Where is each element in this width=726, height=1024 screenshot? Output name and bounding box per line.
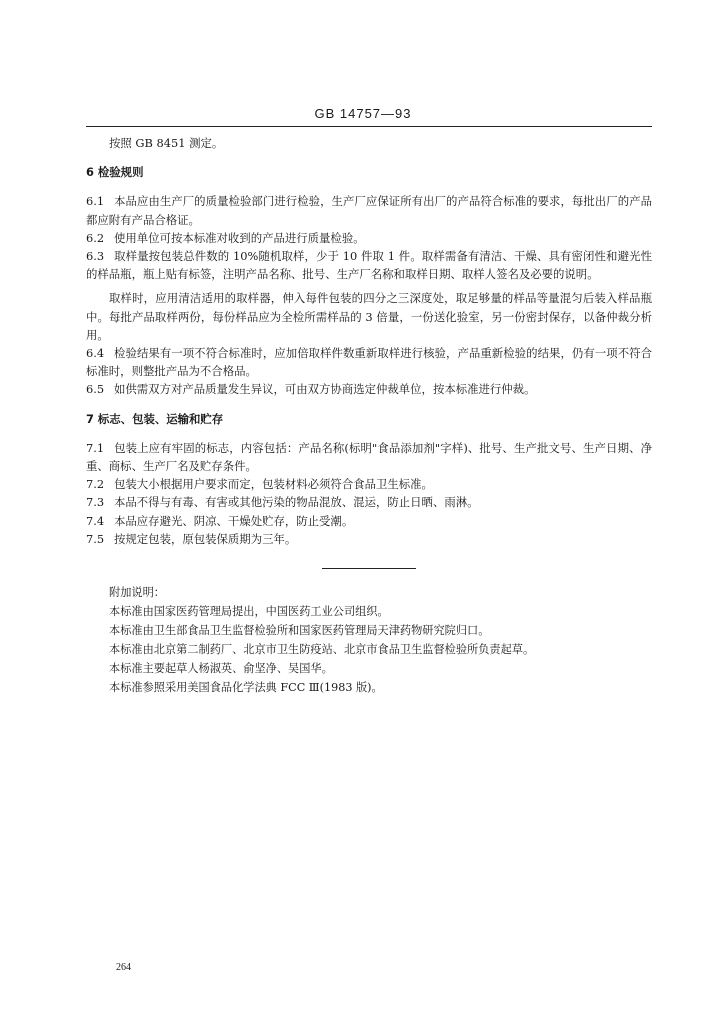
clause-text: 包装大小根据用户要求而定，包装材料必须符合食品卫生标准。 xyxy=(114,477,433,492)
additional-notes xyxy=(109,583,652,697)
clause-6-2 xyxy=(86,229,652,247)
clause-text: 如供需双方对产品质量发生异议，可由双方协商选定仲裁单位，按本标准进行仲裁。 xyxy=(114,382,536,397)
clause-number: 7.5 xyxy=(86,531,105,546)
clause-number: 6.3 xyxy=(86,249,105,264)
page-number: 264 xyxy=(116,962,131,973)
clause-6-3-sampling: 取样时，应用清洁适用的取样器，伸入每件包装的四分之三深度处，取足够量的样品等量混匀后装入样品瓶中。每批产品取样两份，每份样品应为全检所需样品的 3 倍量，一份送化验室，另一份密封保存，以备仲裁分析用。 xyxy=(86,291,652,342)
clause-number: 7.1 xyxy=(86,440,105,455)
notes-line: 本标准由卫生部食品卫生监督检验所和国家医药管理局天津药物研究院归口。 xyxy=(109,624,490,638)
clause-7-4 xyxy=(86,512,652,530)
clause-text: 按规定包装，原包装保质期为三年。 xyxy=(114,531,297,546)
clause-number: 6.2 xyxy=(86,230,105,245)
clause-text: 检验结果有一项不符合标准时，应加倍取样件数重新取样进行核验，产品重新检验的结果，仍有一项不符合标准时，则整批产品为不合格品。 xyxy=(86,346,652,379)
notes-line: 本标准参照采用美国食品化学法典 FCC Ⅲ(1983 版)。 xyxy=(109,681,383,695)
clause-text: 取样量按包装总件数的 10%随机取样，少于 10 件取 1 件。取样需备有清洁、干燥、具有密闭性和避光性的样品瓶，瓶上贴有标签，注明产品名称、批号、生产厂名称和取样日期、取样人签名及必要的说明。 xyxy=(86,249,652,282)
clause-number: 7.2 xyxy=(86,477,105,492)
clause-text: 本品应由生产厂的质量检验部门进行检验，生产厂应保证所有出厂的产品符合标准的要求，每批出厂的产品都应附有产品合格证。 xyxy=(86,194,652,227)
header-rule xyxy=(86,126,652,127)
clause-7-1 xyxy=(86,439,652,475)
clause-text: 使用单位可按本标准对收到的产品进行质量检验。 xyxy=(114,230,365,245)
clause-6-5 xyxy=(86,380,652,398)
notes-line: 本标准主要起草人杨淑英、俞坚净、吴国华。 xyxy=(109,662,333,676)
clause-6-1 xyxy=(86,192,652,228)
clause-number: 6.1 xyxy=(86,194,105,209)
clause-7-2 xyxy=(86,475,652,493)
clause-7-5 xyxy=(86,530,652,548)
paragraph-method-ref: 按照 GB 8451 测定。 xyxy=(109,136,224,150)
clause-text: 包装上应有牢固的标志，内容包括：产品名称(标明"食品添加剂"字样)、批号、生产批文号、生产日期、净重、商标、生产厂名及贮存条件。 xyxy=(86,440,652,474)
standard-code: GB 14757—93 xyxy=(314,106,412,121)
clause-number: 7.3 xyxy=(86,495,105,510)
document-body xyxy=(86,134,652,697)
section-heading-6: 6 检验规则 xyxy=(86,165,144,180)
clause-7-3 xyxy=(86,493,652,511)
notes-line: 本标准由北京第二制药厂、北京市卫生防疫站、北京市食品卫生监督检验所负责起草。 xyxy=(109,643,535,657)
clause-text: 本品应存避光、阴凉、干燥处贮存，防止受潮。 xyxy=(114,513,354,528)
clause-number: 6.4 xyxy=(86,346,105,361)
clause-6-4 xyxy=(86,344,652,380)
notes-line: 本标准由国家医药管理局提出，中国医药工业公司组织。 xyxy=(109,605,389,619)
clause-6-3 xyxy=(86,247,652,283)
section-heading-7: 7 标志、包装、运输和贮存 xyxy=(86,411,224,426)
notes-title: 附加说明： xyxy=(109,586,165,600)
end-of-text-rule xyxy=(322,568,416,569)
clause-text: 本品不得与有毒、有害或其他污染的物品混放、混运，防止日晒、雨淋。 xyxy=(114,495,479,510)
clause-number: 6.5 xyxy=(86,382,105,397)
clause-number: 7.4 xyxy=(86,513,105,528)
